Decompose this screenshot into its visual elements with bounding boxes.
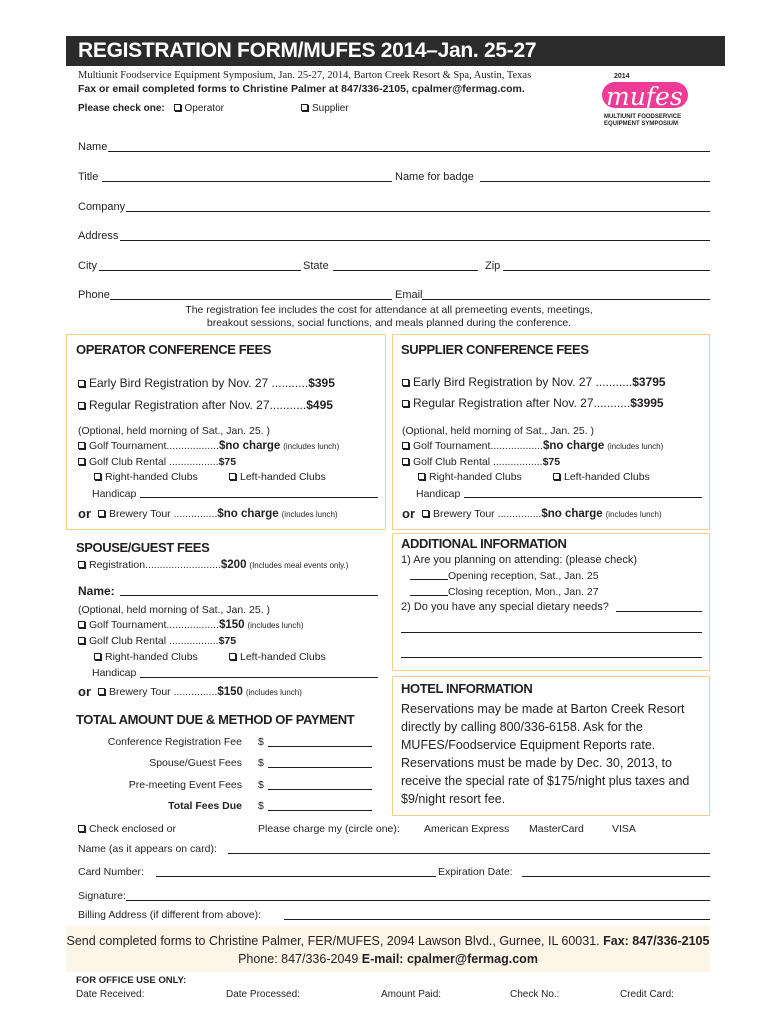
total-heading: TOTAL AMOUNT DUE & METHOD OF PAYMENT [76, 712, 355, 727]
operator-golf-option[interactable] [78, 440, 339, 452]
footer-fax: Fax: 847/336-2105 [603, 934, 710, 948]
checkbox-icon[interactable] [301, 104, 308, 111]
checkbox-icon[interactable] [78, 402, 85, 409]
operator-handicap-field[interactable] [140, 497, 378, 498]
email-field[interactable] [422, 299, 710, 300]
spouse-brewery-note: (includes lunch) [245, 688, 302, 697]
operator-brewery-option[interactable] [98, 508, 338, 520]
mastercard-option[interactable]: MasterCard [529, 823, 584, 835]
checkbox-icon[interactable] [94, 473, 101, 480]
spouse-golf-option[interactable] [78, 619, 304, 631]
spouse-left-label: Left-handed Clubs [240, 651, 326, 663]
checkbox-icon[interactable] [229, 653, 236, 660]
checkbox-icon[interactable] [553, 473, 560, 480]
state-label: State [303, 260, 329, 272]
checkbox-icon[interactable] [174, 104, 181, 111]
billing-label: Billing Address (if different from above): [78, 909, 262, 921]
operator-checkbox[interactable] [174, 103, 224, 114]
spouse-fee-field[interactable] [268, 767, 372, 768]
supplier-handicap-field[interactable] [464, 497, 702, 498]
phone-label: Phone [78, 289, 110, 301]
opening-reception-label: Opening reception, Sat., Jan. 25 [448, 570, 599, 582]
fee-note-line-2: breakout sessions, social functions, and meals planned during the conference. [206, 317, 572, 329]
supplier-golf-price: $no charge [542, 440, 605, 452]
logo-tagline-2: EQUIPMENT SYMPOSIUM [604, 121, 679, 127]
checkbox-icon[interactable] [78, 825, 85, 832]
check-enclosed-label: Check enclosed or [89, 823, 176, 835]
supplier-or: or [402, 506, 415, 521]
supplier-golf-label: Golf Tournament.................. [413, 440, 543, 452]
check-prompt: Please check one: [78, 103, 165, 114]
spouse-golf-price: $150 [218, 619, 245, 631]
expiration-field[interactable] [522, 876, 710, 877]
form-title: REGISTRATION FORM/MUFES 2014–Jan. 25-27 [66, 36, 725, 66]
supplier-rental-price: $75 [542, 456, 561, 468]
date-processed-label: Date Processed: [226, 989, 300, 1000]
spouse-fee-label: Spouse/Guest Fees [149, 757, 242, 769]
name-label: Name [78, 141, 108, 153]
supplier-checkbox[interactable] [301, 103, 349, 114]
dietary-field-1[interactable] [616, 611, 702, 612]
send-instructions [66, 934, 710, 948]
operator-golf-label: Golf Tournament.................. [89, 440, 219, 452]
conf-fee-field[interactable] [268, 746, 372, 747]
operator-rental-label: Golf Club Rental ................. [89, 456, 219, 468]
expiration-label: Expiration Date: [438, 866, 513, 878]
checkbox-icon[interactable] [78, 458, 85, 465]
spouse-rental-price: $75 [218, 635, 237, 647]
hotel-text [401, 700, 689, 808]
supplier-brewery-label: Brewery Tour ............... [433, 508, 542, 520]
footer-phone: Phone: 847/336-2049 [238, 952, 359, 966]
address-field[interactable] [120, 240, 710, 241]
conf-fee-label: Conference Registration Fee [107, 736, 242, 748]
hotel-line: MUFES/Foodservice Equipment Reports rate. [401, 738, 656, 752]
send-address: Send completed forms to Christine Palmer, FER/MUFES, 2094 Lawson Blvd., Gurnee, IL 60031. [66, 934, 600, 948]
zip-label: Zip [485, 260, 501, 272]
supplier-handicap-label: Handicap [416, 488, 461, 500]
hotel-line: Reservations may be made at Barton Creek Resort [401, 702, 685, 716]
name-on-card-field[interactable] [228, 853, 710, 854]
title-field[interactable] [102, 181, 392, 182]
total-fee-dollar: $ [258, 800, 264, 812]
contact-line [66, 952, 710, 966]
premeeting-fee-dollar: $ [258, 779, 264, 791]
spouse-heading: SPOUSE/GUEST FEES [76, 540, 210, 555]
card-number-field[interactable] [156, 876, 436, 877]
city-field[interactable] [99, 270, 301, 271]
operator-early-price: $395 [308, 376, 335, 390]
spouse-handicap-field[interactable] [140, 677, 378, 678]
supplier-brewery-price: $no charge [541, 508, 603, 520]
title-label: Title [78, 171, 99, 183]
operator-regular-price: $495 [306, 398, 333, 412]
operator-early-option[interactable] [78, 376, 335, 390]
dietary-field-2[interactable] [401, 632, 702, 633]
spouse-left-clubs[interactable] [229, 651, 326, 663]
footer-email[interactable]: E-mail: cpalmer@fermag.com [361, 952, 538, 966]
logo-word: mufes [606, 82, 683, 111]
spouse-right-label: Right-handed Clubs [105, 651, 198, 663]
operator-or: or [78, 506, 91, 521]
event-subtitle: Multiunit Foodservice Equipment Symposium, Jan. 25-27, 2014, Barton Creek Resort & Spa, Austin, Texas [78, 70, 532, 81]
spouse-optional-note: (Optional, held morning of Sat., Jan. 25. ) [78, 604, 271, 616]
logo-year: 2014 [614, 73, 630, 80]
spouse-name-label: Name: [78, 584, 115, 598]
logo-tagline [604, 114, 681, 128]
email-label: Email [395, 289, 423, 301]
name-on-card-label: Name (as it appears on card): [78, 843, 217, 855]
supplier-golf-note: (includes lunch) [607, 442, 664, 451]
operator-left-clubs[interactable] [229, 471, 326, 483]
check-enclosed-option[interactable] [78, 823, 176, 835]
operator-rental-price: $75 [218, 456, 237, 468]
checkbox-icon[interactable] [418, 473, 425, 480]
city-label: City [78, 260, 97, 272]
premeeting-fee-label: Pre-meeting Event Fees [128, 779, 242, 791]
supplier-optional-note: (Optional, held morning of Sat., Jan. 25. ) [402, 425, 595, 437]
hotel-line: Reservations must be made by Dec. 30, 2013, to [401, 756, 672, 770]
operator-golf-note: (includes lunch) [283, 442, 340, 451]
closing-reception-field[interactable] [410, 595, 448, 596]
phone-field[interactable] [110, 299, 392, 300]
billing-field[interactable] [284, 919, 710, 920]
spouse-handicap-label: Handicap [92, 667, 137, 679]
state-field[interactable] [333, 270, 478, 271]
spouse-right-clubs[interactable] [94, 651, 198, 663]
additional-q1: 1) Are you planning on attending: (please check) [401, 554, 638, 566]
spouse-registration-option[interactable] [78, 559, 348, 571]
spouse-golf-label: Golf Tournament.................. [89, 619, 219, 631]
address-label: Address [78, 230, 119, 242]
logo-tagline-1: MULTIUNIT FOODSERVICE [604, 114, 682, 120]
additional-q2: 2) Do you have any special dietary needs? [401, 601, 609, 613]
company-field[interactable] [126, 211, 710, 212]
total-fee-label: Total Fees Due [168, 800, 242, 812]
operator-early-label: Early Bird Registration by Nov. 27 ........... [89, 376, 309, 390]
spouse-fee-dollar: $ [258, 757, 264, 769]
badge-field[interactable] [480, 181, 710, 182]
operator-right-label: Right-handed Clubs [105, 471, 198, 483]
badge-label: Name for badge [395, 171, 474, 183]
checkbox-icon[interactable] [78, 380, 85, 387]
premeeting-fee-field[interactable] [268, 789, 372, 790]
fee-note [66, 304, 712, 330]
signature-label: Signature: [78, 890, 126, 902]
checkbox-icon[interactable] [402, 458, 409, 465]
hotel-line: receive the special rate of $175/night plus taxes and [401, 774, 690, 788]
opening-reception-field[interactable] [410, 579, 448, 580]
supplier-early-option[interactable] [402, 375, 666, 389]
checkbox-icon[interactable] [98, 688, 105, 695]
spouse-registration-label: Registration.......................... [89, 559, 221, 571]
operator-left-label: Left-handed Clubs [240, 471, 326, 483]
additional-heading: ADDITIONAL INFORMATION [401, 536, 567, 551]
checkbox-icon[interactable] [78, 442, 85, 449]
visa-option[interactable]: VISA [612, 823, 636, 835]
signature-field[interactable] [126, 900, 710, 901]
office-use-heading: FOR OFFICE USE ONLY: [76, 975, 187, 986]
total-fee-field[interactable] [268, 810, 372, 811]
checkbox-icon[interactable] [78, 621, 85, 628]
spouse-name-field[interactable] [120, 595, 378, 596]
spouse-rental-option[interactable] [78, 635, 236, 647]
supplier-right-label: Right-handed Clubs [429, 471, 522, 483]
card-number-label: Card Number: [78, 866, 144, 878]
spouse-registration-note: (Includes meal events only.) [249, 561, 349, 570]
date-received-label: Date Received: [76, 989, 145, 1000]
closing-reception-label: Closing reception, Mon., Jan. 27 [448, 586, 599, 598]
operator-handicap-label: Handicap [92, 488, 137, 500]
supplier-rental-label: Golf Club Rental ................. [413, 456, 543, 468]
operator-brewery-note: (includes lunch) [281, 510, 338, 519]
supplier-regular-option[interactable] [402, 396, 664, 410]
spouse-brewery-option[interactable] [98, 686, 302, 698]
spouse-brewery-label: Brewery Tour ............... [109, 686, 218, 698]
zip-field[interactable] [503, 270, 710, 271]
operator-regular-label: Regular Registration after Nov. 27........... [89, 398, 307, 412]
checkbox-icon[interactable] [422, 510, 429, 517]
fax-instructions: Fax or email completed forms to Christine Palmer at 847/336-2105, cpalmer@fermag.com. [78, 83, 525, 95]
hotel-line: $9/night resort fee. [401, 792, 506, 806]
hotel-heading: HOTEL INFORMATION [401, 681, 533, 696]
operator-right-clubs[interactable] [94, 471, 198, 483]
supplier-early-price: $3795 [632, 375, 666, 389]
supplier-golf-option[interactable] [402, 440, 663, 452]
check-no-label: Check No.: [510, 989, 560, 1000]
spouse-rental-label: Golf Club Rental ................. [89, 635, 219, 647]
dietary-field-3[interactable] [401, 657, 702, 658]
supplier-regular-price: $3995 [630, 396, 664, 410]
operator-rental-option[interactable] [78, 456, 236, 468]
operator-label: Operator [184, 103, 224, 114]
checkbox-icon[interactable] [402, 400, 409, 407]
spouse-brewery-price: $150 [217, 686, 243, 698]
fee-note-line-1: The registration fee includes the cost for attendance at all premeeting events, meetings, [185, 304, 593, 316]
checkbox-icon[interactable] [94, 653, 101, 660]
supplier-early-label: Early Bird Registration by Nov. 27 ........... [413, 375, 633, 389]
checkbox-icon[interactable] [229, 473, 236, 480]
operator-optional-note: (Optional, held morning of Sat., Jan. 25. ) [78, 425, 271, 437]
checkbox-icon[interactable] [78, 637, 85, 644]
name-field[interactable] [108, 151, 710, 152]
supplier-brewery-note: (includes lunch) [605, 510, 662, 519]
checkbox-icon[interactable] [402, 442, 409, 449]
company-label: Company [78, 201, 126, 213]
checkbox-icon[interactable] [78, 561, 85, 568]
spouse-golf-note: (includes lunch) [247, 621, 304, 630]
operator-regular-option[interactable] [78, 398, 333, 412]
office-use-row [76, 989, 696, 1001]
spouse-registration-price: $200 [220, 559, 247, 571]
supplier-heading: SUPPLIER CONFERENCE FEES [401, 342, 589, 357]
supplier-right-clubs[interactable] [418, 471, 522, 483]
amex-option[interactable]: American Express [424, 823, 510, 835]
operator-heading: OPERATOR CONFERENCE FEES [76, 342, 272, 357]
amount-paid-label: Amount Paid: [381, 989, 442, 1000]
checkbox-icon[interactable] [98, 510, 105, 517]
attendee-type-row [78, 103, 224, 114]
credit-card-label: Credit Card: [620, 989, 674, 1000]
conf-fee-dollar: $ [258, 736, 264, 748]
operator-brewery-label: Brewery Tour ............... [109, 508, 218, 520]
checkbox-icon[interactable] [402, 379, 409, 386]
supplier-label: Supplier [312, 103, 349, 114]
spouse-or: or [78, 684, 91, 699]
hotel-line: directly by calling 800/336-6158. Ask for the [401, 720, 643, 734]
charge-label: Please charge my (circle one): [258, 823, 400, 835]
operator-golf-price: $no charge [218, 440, 281, 452]
operator-brewery-price: $no charge [217, 508, 279, 520]
supplier-regular-label: Regular Registration after Nov. 27........... [413, 396, 631, 410]
supplier-left-clubs[interactable] [553, 471, 650, 483]
supplier-brewery-option[interactable] [422, 508, 662, 520]
supplier-rental-option[interactable] [402, 456, 560, 468]
supplier-left-label: Left-handed Clubs [564, 471, 650, 483]
